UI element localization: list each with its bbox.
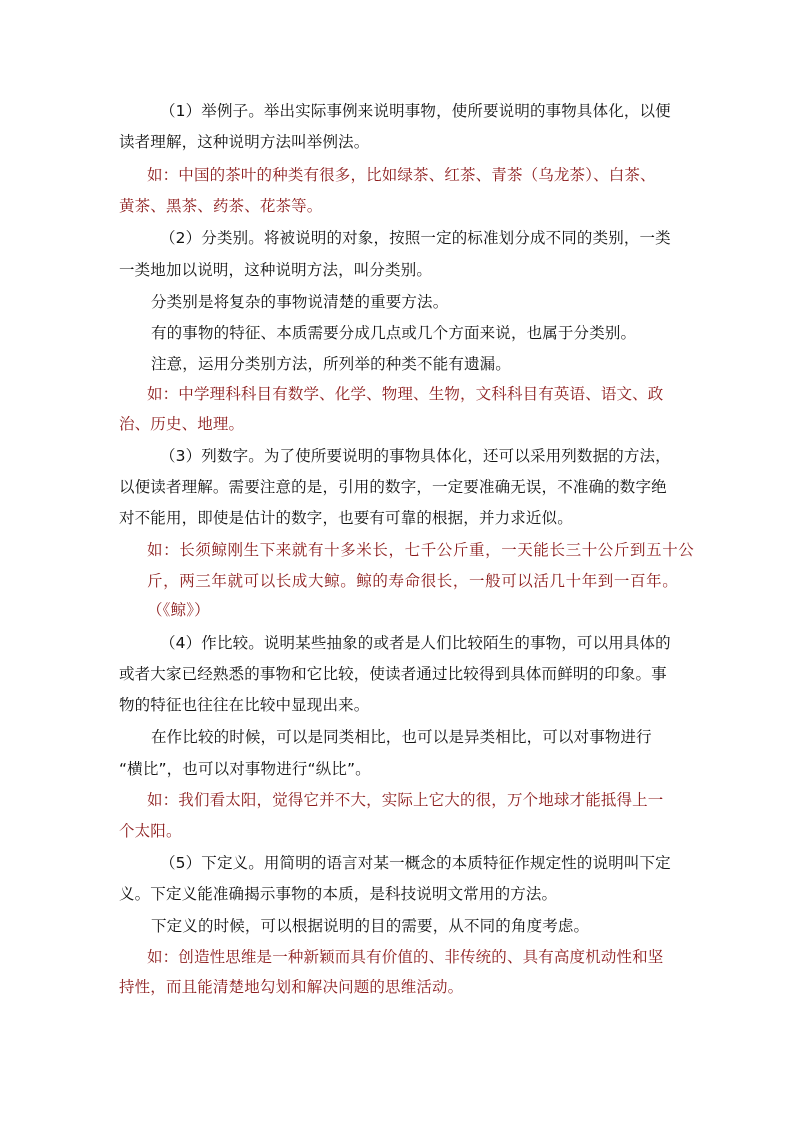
example-line: 如：创造性思维是一种新颖而具有价值的、非传统的、具有高度机动性和坚 bbox=[147, 948, 664, 966]
text-line: 分类别是将复杂的事物说清楚的重要方法。 bbox=[151, 293, 449, 311]
text-line: 物的特征也往往在比较中显现出来。 bbox=[119, 696, 370, 714]
text-line: （4）作比较。说明某些抽象的或者是人们比较陌生的事物，可以用具体的 bbox=[160, 634, 671, 652]
text-line: 以便读者理解。需要注意的是，引用的数字，一定要准确无误，不准确的数字绝 bbox=[119, 478, 667, 496]
text-line: 下定义的时候，可以根据说明的目的需要，从不同的角度考虑。 bbox=[151, 917, 590, 935]
text-line: 或者大家已经熟悉的事物和它比较，使读者通过比较得到具体而鲜明的印象。事 bbox=[119, 665, 667, 683]
text-line: 有的事物的特征、本质需要分成几点或几个方面来说，也属于分类别。 bbox=[151, 324, 637, 342]
example-line: 如：中学理科科目有数学、化学、物理、生物，文科科目有英语、语文、政 bbox=[147, 385, 664, 403]
example-line: 持性，而且能清楚地勾划和解决问题的思维活动。 bbox=[119, 978, 464, 996]
text-line: 对不能用，即使是估计的数字，也要有可靠的根据，并力求近似。 bbox=[119, 509, 573, 527]
example-line: 如：中国的茶叶的种类有很多，比如绿茶、红茶、青茶（乌龙茶）、白茶、 bbox=[147, 166, 656, 184]
text-line: 一类地加以说明，这种说明方法，叫分类别。 bbox=[119, 261, 433, 279]
text-line: 注意，运用分类别方法，所列举的种类不能有遗漏。 bbox=[151, 355, 511, 373]
text-line: （1）举例子。举出实际事例来说明事物，使所要说明的事物具体化，以便 bbox=[160, 102, 671, 120]
example-line: 如：我们看太阳，觉得它并不大，实际上它大的很，万个地球才能抵得上一 bbox=[147, 791, 664, 809]
example-line: 斤，两三年就可以长成大鲸。鲸的寿命很长，一般可以活几十年到一百年。 bbox=[147, 572, 679, 590]
citation-line: （《鲸》） bbox=[147, 601, 210, 619]
example-line: 治、历史、地理。 bbox=[119, 415, 245, 433]
example-line: 个太阳。 bbox=[119, 822, 182, 840]
text-line: “横比”，也可以对事物进行“纵比”。 bbox=[119, 760, 371, 778]
text-line: 在作比较的时候，可以是同类相比，也可以是异类相比，可以对事物进行 bbox=[151, 728, 652, 746]
example-line: 黄茶、黑茶、药茶、花茶等。 bbox=[119, 197, 323, 215]
text-line: （2）分类别。将被说明的对象，按照一定的标准划分成不同的类别，一类 bbox=[160, 229, 671, 247]
text-line: 义。下定义能准确揭示事物的本质，是科技说明文常用的方法。 bbox=[119, 885, 558, 903]
example-line: 如：长须鲸刚生下来就有十多米长，七千公斤重，一天能长三十公斤到五十公 bbox=[147, 541, 695, 559]
text-line: （5）下定义。用简明的语言对某一概念的本质特征作规定性的说明叫下定 bbox=[160, 854, 671, 872]
text-line: （3）列数字。为了使所要说明的事物具体化，还可以采用列数据的方法， bbox=[160, 447, 671, 465]
text-line: 读者理解，这种说明方法叫举例法。 bbox=[119, 133, 370, 151]
